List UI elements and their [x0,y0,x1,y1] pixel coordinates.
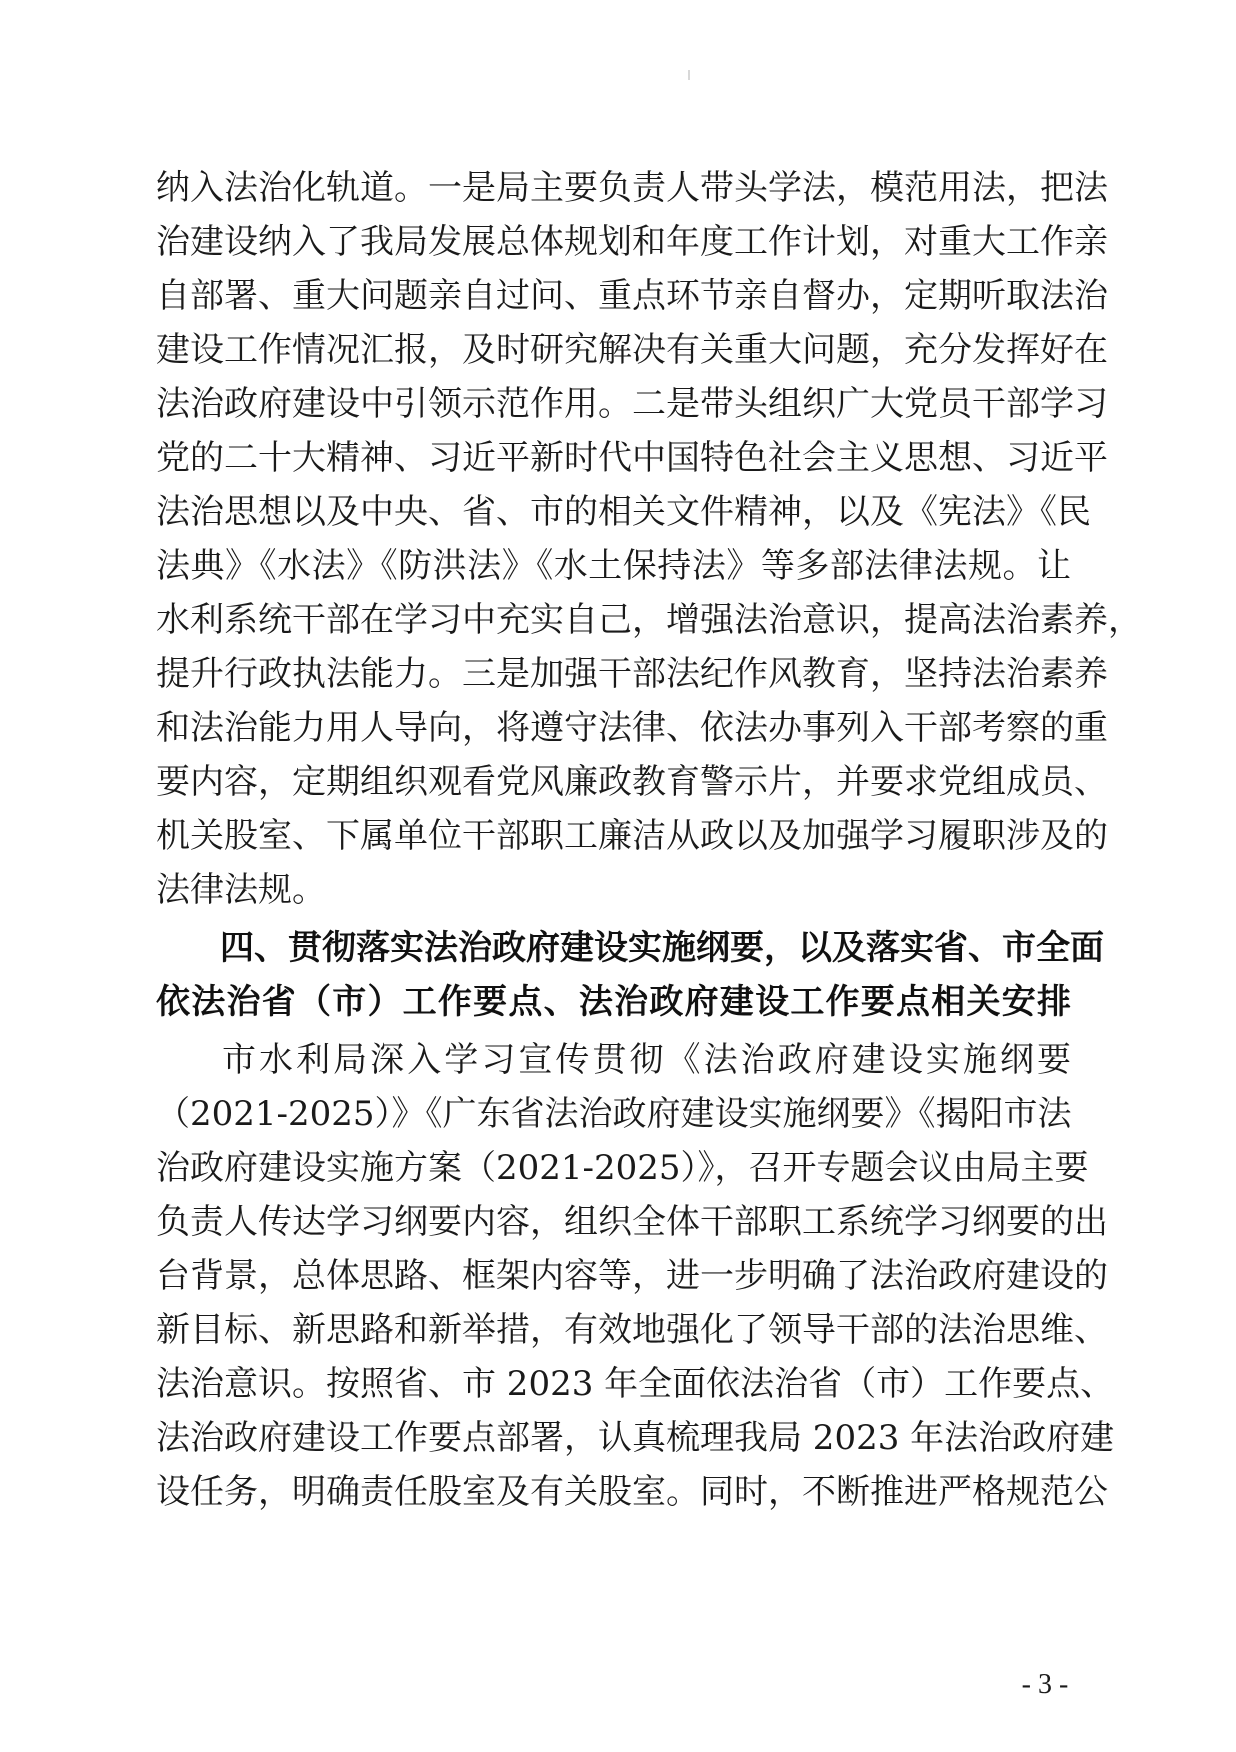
text-line: 自部署、重大问题亲自过问、重点环节亲自督办，定期听取法治 [156,276,1108,316]
heading-line: 四、贯彻落实法治政府建设实施纲要，以及落实省、市全面 [220,928,1104,968]
text-line: 法典》《水法》《防洪法》《水土保持法》等多部法律法规。让 [156,546,1071,586]
heading-line: 依法治省（市）工作要点、法治政府建设工作要点相关安排 [156,982,1071,1022]
text-line: 新目标、新思路和新举措，有效地强化了领导干部的法治思维、 [156,1310,1108,1350]
text-line: 党的二十大精神、习近平新时代中国特色社会主义思想、习近平 [156,438,1108,478]
text-line: 建设工作情况汇报，及时研究解决有关重大问题，充分发挥好在 [156,330,1108,370]
text-line: 法治政府建设中引领示范作用。二是带头组织广大党员干部学习 [156,384,1108,424]
text-line: 法律法规。 [156,870,326,910]
text-line: 市水利局深入学习宣传贯彻《法治政府建设实施纲要 [222,1040,1071,1080]
scan-speck [688,70,690,80]
text-line: （2021-2025）》《广东省法治政府建设实施纲要》《揭阳市法 [156,1094,1072,1134]
text-line: 法治思想以及中央、省、市的相关文件精神，以及《宪法》《民 [156,492,1091,532]
text-line: 治政府建设实施方案（2021-2025）》，召开专题会议由局主要 [156,1148,1089,1188]
text-line: 设任务，明确责任股室及有关股室。同时，不断推进严格规范公 [156,1472,1108,1512]
text-line: 要内容，定期组织观看党风廉政教育警示片，并要求党组成员、 [156,762,1108,802]
text-line: 法治意识。按照省、市 2023 年全面依法治省（市）工作要点、 [156,1364,1115,1404]
text-line: 台背景，总体思路、框架内容等，进一步明确了法治政府建设的 [156,1256,1108,1296]
text-line: 治建设纳入了我局发展总体规划和年度工作计划，对重大工作亲 [156,222,1108,262]
text-line: 纳入法治化轨道。一是局主要负责人带头学法，模范用法，把法 [156,168,1108,208]
text-line: 负责人传达学习纲要内容，组织全体干部职工系统学习纲要的出 [156,1202,1108,1242]
text-line: 法治政府建设工作要点部署，认真梳理我局 2023 年法治政府建 [156,1418,1115,1458]
text-line: 机关股室、下属单位干部职工廉洁从政以及加强学习履职涉及的 [156,816,1108,856]
text-line: 水利系统干部在学习中充实自己，增强法治意识，提高法治素养， [156,600,1142,640]
text-line: 提升行政执法能力。三是加强干部法纪作风教育，坚持法治素养 [156,654,1108,694]
page-number: - 3 - [1021,1669,1069,1700]
text-line: 和法治能力用人导向，将遵守法律、依法办事列入干部考察的重 [156,708,1108,748]
